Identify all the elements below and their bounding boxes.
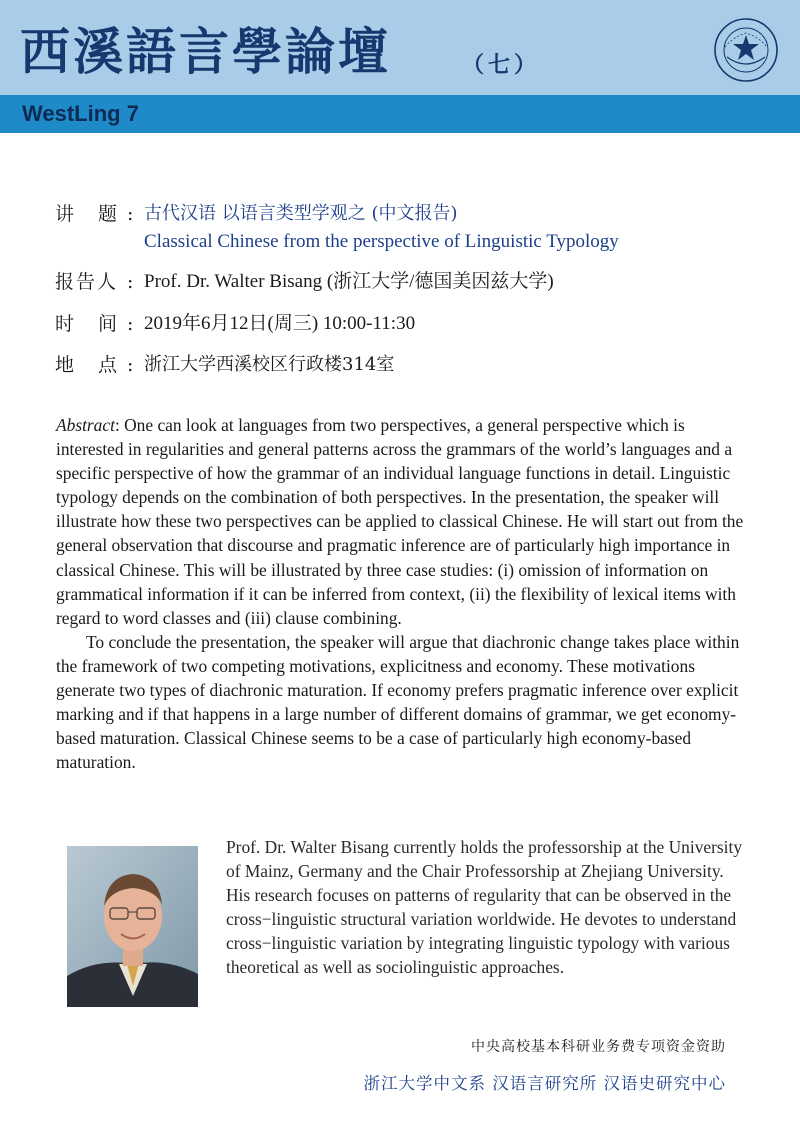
speaker-label: 报告人 (55, 271, 119, 293)
funding-note: 中央高校基本科研业务费专项资金资助 (471, 1039, 726, 1055)
place-label: 地 点 (55, 354, 117, 376)
abstract-paragraph-2: To conclude the presentation, the speaker will argue that diachronic change takes place within the framework of two competing motivations, explicitness and economy. These motivations generate two types of diachronic maturation. If economy prefers pragmatic inference over explicit marking and if that happens in a large number of different domains of grammar, we get economy-based maturation. Classical Chinese seems to be a case of particularly high economy-based maturation. (56, 631, 740, 773)
time-label: 时 间 (55, 313, 117, 335)
forum-edition-number: （七） (462, 52, 541, 78)
time-value: 2019年6月12日(周三) 10:00-11:30 (144, 313, 416, 334)
abstract (56, 413, 746, 774)
place-value: 浙江大学西溪校区行政楼314室 (144, 354, 395, 375)
abstract-paragraph-1: Abstract: One can look at languages from two perspectives, a general perspective which is interested in regularities and general patterns across the grammars of the world’s languages and a specific perspective of how the grammar of an individual language functions in detail. Linguistic typology depends on the combination of both perspectives. In the presentation, the speaker will illustrate how these two perspectives can be applied to classical Chinese. He will start out from the general observation that discourse and pragmatic inference are of particularly high importance in classical Chinese. This will be illustrated by three case studies: (i) omission of information on grammatical information if it can be inferred from context, (ii) the flexibility of lexical items with regard to word classes and (iii) clause combining. (56, 415, 744, 628)
speaker-value: Prof. Dr. Walter Bisang (浙江大学/德国美因兹大学) (144, 271, 554, 292)
topic-value-en: Classical Chinese from the perspective of Linguistic Typology (144, 231, 619, 252)
forum-title: 西溪語言學論壇 (20, 22, 391, 81)
header-banner (0, 0, 800, 95)
topic-label: 讲 题 (55, 203, 117, 225)
topic-value-cn: 古代汉语 以语言类型学观之 (中文报告) (144, 203, 458, 224)
abstract-label: Abstract (56, 415, 115, 435)
speaker-portrait-photo (67, 846, 198, 1007)
speaker-bio: Prof. Dr. Walter Bisang currently holds the professorship at the University of Mainz, Germany and the Chair Professorship at Zhejiang University. His research focuses on patterns of regularity that can be observed in the cross−linguistic structural variation worldwide. He devotes to understand cross−linguistic variation by integrating linguistic typology with various theoretical as well as sociolinguistic approaches. (226, 837, 743, 978)
westling-bar (0, 95, 800, 133)
westling-title: WestLing 7 (22, 101, 139, 126)
organizers: 浙江大学中文系 汉语言研究所 汉语史研究中心 (363, 1074, 726, 1093)
zhejiang-university-seal-icon (713, 17, 779, 83)
